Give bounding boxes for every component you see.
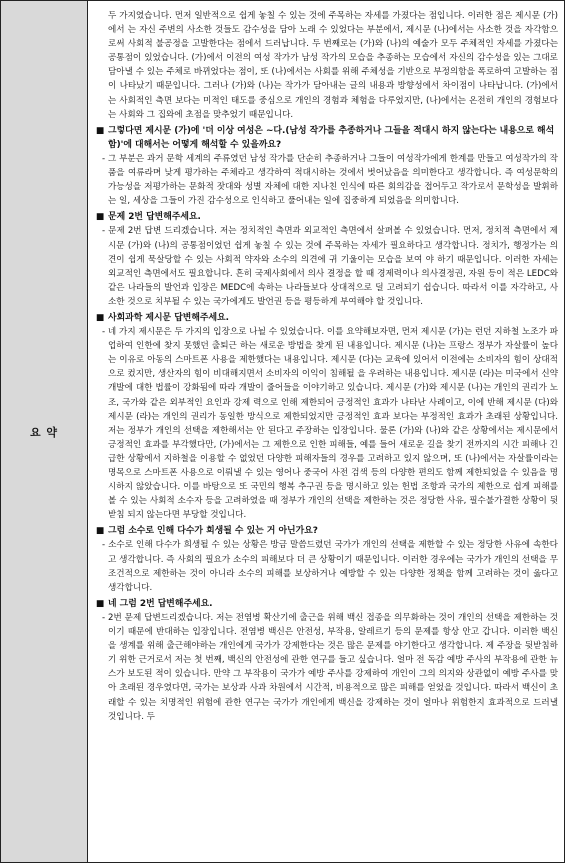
answer-paragraph: - 네 가지 제시문은 두 가지의 입장으로 나뉠 수 있었습니다. 이를 요약해보자면, 먼저 제시문 (가)는 런던 지하철 노조가 파업하여 인한에 찾지 못했던 출퇴근 하는 새로운 방법을 찾게 된 내용입니다. 제시문 (나)는 프랑스 정부가 자살률이 높다는 이유로 아동의 스마트폰 사용을 제한했다는 내용입니다. 제시문 (다)는 교육에 있어서 이전에는 소비자의 힘이 상대적으로 컸지만, 생산자의 힘이 비대해지면서 소비자의 이익이 침해될 을 우려하는 내용입니다. 제시문 (라)는 미국에서 신약 개발에 대한 법률이 강화됨에 따라 개발이 줄어들을 이야기하고 있습니다. 제시문 (가)와 제시문 (나)는 개인의 권리가 노조, 국가와 같은 외부적인 요인과 강제 력으로 인해 제한되어 긍정적인 효과가 나타난 사례이고, 이에 반해 제시문 (다)와 제시문 (라)는 개인의 권리가 동일한 방식으로 제한되었지만 긍정적인 효과 보다는 부정적인 효과가 초래된 상황입니다. 저는 정부가 개인의 선택을 제한해서는 안 된다고 주장하는 입장입니다. 물론 (가)와 (나)와 같은 상황에서는 제시문에서 긍정적인 효과를 부각했다만, (가)에서는 그 제한으로 인한 피해들, 예를 들어 새로운 길을 찾기 전까지의 시간 피해나 긴급한 상황에서 지하철을 이용할 수 없었던 다양한 피해자들의 경우를 고려하고 있지 않으며, 또 (나)에서는 자살률이라는 명목으로 스마트폰 사용으로 이뤄낼 수 있는 영어나 중국어 사전 검색 등의 다양한 편의도 함께 제한되었을 수 있음을 명시하지 않았습니다. 이를 바탕으로 또 국민의 행복 추구권 등을 명시하고 있는 헌법 조항과 국가의 제한으로 쉽게 피해를 볼 수 있는 사회적 소수자 등을 고려하였을 때 정부가 개인의 선택을 제한하는 것은 정당한 사유, 필수불가결한 상황이 뒷받침 되지 않는다면 부당할 것입니다.	[102, 327, 558, 521]
answer-paragraph: - 소수로 인해 다수가 희생될 수 있는 상황은 방금 말씀드렸던 국가가 개인의 선택을 제한할 수 있는 정당한 사유에 속한다고 생각합니다. 즉 사회의 필요가 소수의 피해보다 더 큰 상황이기 때문입니다. 이러한 경우에는 국가가 개인의 선택을 무조건적으로 제한하는 것이 아니라 소수의 피해를 보상하거나 예방할 수 있는 다양한 정책을 함께 고려하는 것이 옳다고 생각합니다.	[102, 540, 558, 593]
answer-paragraph: - 그 부분은 과거 문학 세계의 주류였던 남성 작가를 단순히 추종하거나 그들이 여성작가에게 한계를 만들고 여성작가의 작품을 여류라며 낮게 평가하는 주체라고 생각하여 적대시하는 것에서 벗어났음을 의미한다고 생각합니다. 즉 여성문학의 가능성을 저평가하는 문화적 잣대와 성별 자체에 대한 지나친 인식에 따른 회의감을 접어두고 작가로서 문학성을 발휘하는 일, 세상을 그들이 가진 감수성으로 인식하고 풀어내는 일에 집중하게 되었음을 의미합니다.	[102, 153, 558, 207]
answer-paragraph: - 2번 문제 답변드리겠습니다. 저는 전염병 확산기에 출근을 위해 백신 접종을 의무화하는 것이 개인의 선택을 제한하는 것이기 때문에 반대하는 입장입니다. 전염병 백신은 안전성, 부작용, 알레르기 등의 문제를 항상 안고 갑니다. 이러한 백신을 생계를 위해 출근해야하는 개인에게 국가가 강제한다는 것은 많은 문제를 야기한다고 생각합니다. 제 주장을 뒷받침하기 위한 근거로서 저는 첫 번째, 백신의 안전성에 관한 연구를 들고 싶습니다. 얼마 전 독감 예방 주사의 부작용에 관한 뉴스가 보도된 적이 있습니다. 만약 그 부작용이 국가가 예방 주사를 강제하여 개인이 그의 의지와 상관없이 예방 주사를 맞아 초래된 경우였다면, 국가는 보상과 사과 차원에서 시간적, 비용적으로 많은 피해를 얻었을 것입니다. 따라서 백신이 초래할 수 있는 치명적인 위험에 관한 연구는 국가가 개인에게 백신을 강제하는 것이 얼마나 위험한지 효과적으로 드러낼 것입니다. 두	[102, 612, 558, 722]
summary-sidebar	[1, 1, 88, 862]
answer-text: 그 부분은 과거 문학 세계의 주류였던 남성 작가를 단순히 추종하거나 그들이 여성작가에게 한계를 만들고 여성작가의 작품을 여류라며 낮게 평가하는 주체라고 생각하여 적대시하는 것에서 벗어났음을 의미한다고 생각합니다. 즉 여성문학의 가능성을 저평가하는 문화적 잣대와 성별 자체에 대한 지나친 인식에 따른 회의감을 접어두고 작가로서 문학성을 발휘하는 일, 세상을 그들이 가진 감수성으로 인식하고 풀어내는 일에 집중하게 되었음을 의미합니다.	[107, 153, 558, 207]
summary-content	[88, 1, 564, 862]
intro-paragraph: 두 가지였습니다. 먼저 일반적으로 쉽게 놓칠 수 있는 것에 주목하는 자세를 가졌다는 점입니다. 이러한 점은 제시문 (가)에서 는 자신 주변의 사소한 것들도 감수성을 담아 노래 수 있었다는 부분에서, 제시문 (나)에서는 사소한 것을 자각함으로써 사회적 불공정을 고발한다는 점에서 드러납니다. 두 번째로는 (가)와 (나)의 예술가 모두 주체적인 자세를 가졌다는 공통점이 있었습니다. (가)에서 이전의 여성 작가가 남성 작가의 모습을 추종하는 모습에서 자신의 감수성을 있는 그대로 담아낼 수 있는 주체로 바뀌었다는 점이, 또 (나)에서는 사회를 위해 주체성을 기반으로 부정의함을 폭로하여 고발하는 점이 나타났기 때문입니다. 그러나 (가)와 (나)는 작가가 담아내는 글의 내용과 방향성에서 차이점이 나타납니다. (가)에서는 사회적인 측면 보다는 미적인 태도를 중심으로 개인의 경험과 체험을 다루었지만, (나)에서는 온전히 개인의 경험보다는 사회와 그 집와에 초점을 맞추었기 때문입니다.	[108, 11, 558, 120]
question-text: 그럼 소수로 인해 다수가 희생될 수 있는 거 아닌가요?	[108, 526, 318, 537]
question-text: 사회과학 제시문 답변해주세요.	[108, 312, 230, 323]
square-bullet-icon: ■	[96, 312, 105, 323]
square-bullet-icon: ■	[96, 212, 105, 223]
question-heading	[96, 311, 558, 325]
question-heading	[96, 124, 558, 152]
square-bullet-icon: ■	[96, 526, 105, 537]
question-heading	[96, 210, 558, 224]
answer-text: 문제 2번 답변 드리겠습니다. 저는 정치적인 측면과 외교적인 측면에서 살펴볼 수 있었습니다. 먼저, 정치적 측면에서 제시문 (가)와 (나)의 공통점이었던 쉽게 놓칠 수 있는 것에 주목하는 자세가 필요하다고 생각합니다. 정치가, 행정가는 의견이 쉽게 묵살당할 수 있는 사회적 약자와 소수의 의견에 귀 기울이는 모습을 보여 야 하기 때문입니다. 이러한 자세는 외교적인 측면에서도 필요합니다. 흔히 국제사회에서 의사 결정을 할 때 경제력이나 의사결정권, 자원 등이 적은 LEDC와 같은 나라들의 발언과 입장은 MEDC에 속하는 나라들보다 상대적으로 덜 고려되기 쉽습니다. 따라서 이를 자각하고, 사소한 것으로 치부될 수 있는 국가에게도 발언권 등을 평등하게 부여해야 할 것입니다.	[108, 226, 558, 307]
square-bullet-icon: ■	[96, 598, 105, 609]
question-text: 네 그럼 2번 답변해주세요.	[108, 598, 213, 609]
question-heading	[96, 524, 558, 538]
question-heading	[96, 597, 558, 611]
square-bullet-icon: ■	[96, 125, 105, 136]
answer-text: 소수로 인해 다수가 희생될 수 있는 상황은 방금 말씀드렸던 국가가 개인의 선택을 제한할 수 있는 정당한 사유에 속한다고 생각합니다. 즉 사회의 필요가 소수의 피해보다 더 큰 상황이기 때문입니다. 이러한 경우에는 국가가 개인의 선택을 무조건적으로 제한하는 것이 아니라 소수의 피해를 보상하거나 예방할 수 있는 다양한 정책을 함께 고려하는 것이 옳다고 생각합니다.	[108, 540, 558, 593]
answer-text: 네 가지 제시문은 두 가지의 입장으로 나뉠 수 있었습니다. 이를 요약해보자면, 먼저 제시문 (가)는 런던 지하철 노조가 파업하여 인한에 찾지 못했던 출퇴근 하는 새로운 방법을 찾게 된 내용입니다. 제시문 (나)는 프랑스 정부가 자살률이 높다는 이유로 아동의 스마트폰 사용을 제한했다는 내용입니다. 제시문 (다)는 교육에 있어서 이전에는 소비자의 힘이 상대적으로 컸지만, 생산자의 힘이 비대해지면서 소비자의 이익이 침해될 을 우려하는 내용입니다. 제시문 (라)는 미국에서 신약 개발에 대한 법률이 강화됨에 따라 개발이 줄어들을 이야기하고 있습니다. 제시문 (가)와 제시문 (나)는 개인의 권리가 노조, 국가와 같은 외부적인 요인과 강제 력으로 인해 제한되어 긍정적인 효과가 나타난 사례이고, 이에 반해 제시문 (다)와 제시문 (라)는 개인의 권리가 동일한 방식으로 제한되었지만 긍정적인 효과 보다는 부정적인 효과가 초래된 상황입니다. 저는 정부가 개인의 선택을 제한해서는 안 된다고 주장하는 입장입니다. 물론 (가)와 (나)와 같은 상황에서는 제시문에서 긍정적인 효과를 부각했다만, (가)에서는 그 제한으로 인한 피해들, 예를 들어 새로운 길을 찾기 전까지의 시간 피해나 긴급한 상황에서 지하철을 이용할 수 없었던 다양한 피해자들의 경우를 고려하고 있지 않으며, 또 (나)에서는 자살률이라는 명목으로 스마트폰 사용으로 이뤄낼 수 있는 영어나 중국어 사전 검색 등의 다양한 편의도 함께 제한되었을 수 있음을 명시하지 않았습니다. 이를 바탕으로 또 국민의 행복 추구권 등을 명시하고 있는 헌법 조항과 국가의 제한으로 쉽게 피해를 볼 수 있는 사회적 소수자 등을 고려하였을 때 정부가 개인의 선택을 제한하는 것은 정당한 사유, 필수불가결한 상황이 뒷받침 되지 않는다면 부당할 것입니다.	[107, 327, 558, 521]
answer-text: 2번 문제 답변드리겠습니다. 저는 전염병 확산기에 출근을 위해 백신 접종을 의무화하는 것이 개인의 선택을 제한하는 것이기 때문에 반대하는 입장입니다. 전염병 백신은 안전성, 부작용, 알레르기 등의 문제를 항상 안고 갑니다. 이러한 백신을 생계를 위해 출근해야하는 개인에게 국가가 강제한다는 것은 많은 문제를 야기한다고 생각합니다. 제 주장을 뒷받침하기 위한 근거로서 저는 첫 번째, 백신의 안전성에 관한 연구를 들고 싶습니다. 얼마 전 독감 예방 주사의 부작용에 관한 뉴스가 보도된 적이 있습니다. 만약 그 부작용이 국가가 예방 주사를 강제하여 개인이 그의 의지와 상관없이 예방 주사를 맞아 초래된 경우였다면, 국가는 보상과 사과 차원에서 시간적, 비용적으로 많은 피해를 얻었을 것입니다. 따라서 백신이 초래할 수 있는 치명적인 위험에 관한 연구는 국가가 개인에게 백신을 강제하는 것이 얼마나 위험한지 효과적으로 드러낼 것입니다. 두	[108, 612, 558, 722]
answer-paragraph: - 문제 2번 답변 드리겠습니다. 저는 정치적인 측면과 외교적인 측면에서 살펴볼 수 있었습니다. 먼저, 정치적 측면에서 제시문 (가)와 (나)의 공통점이었던 쉽게 놓칠 수 있는 것에 주목하는 자세가 필요하다고 생각합니다. 정치가, 행정가는 의견이 쉽게 묵살당할 수 있는 사회적 약자와 소수의 의견에 귀 기울이는 모습을 보여 야 하기 때문입니다. 이러한 자세는 외교적인 측면에서도 필요합니다. 흔히 국제사회에서 의사 결정을 할 때 경제력이나 의사결정권, 자원 등이 적은 LEDC와 같은 나라들의 발언과 입장은 MEDC에 속하는 나라들보다 상대적으로 덜 고려되기 쉽습니다. 따라서 이를 자각하고, 사소한 것으로 치부될 수 있는 국가에게도 발언권 등을 평등하게 부여해야 할 것입니다.	[102, 226, 558, 307]
question-text: 그렇다면 제시문 (가)에 '더 이상 여성은 ~다.(남성 작가를 추종하거나 그들을 적대시 하지 않는다는 내용으로 해석함)'에 대해서는 어떻게 해석할 수 있을까요?	[108, 125, 555, 150]
question-text: 문제 2번 답변해주세요.	[108, 212, 201, 223]
summary-label: 요 약	[29, 425, 59, 439]
